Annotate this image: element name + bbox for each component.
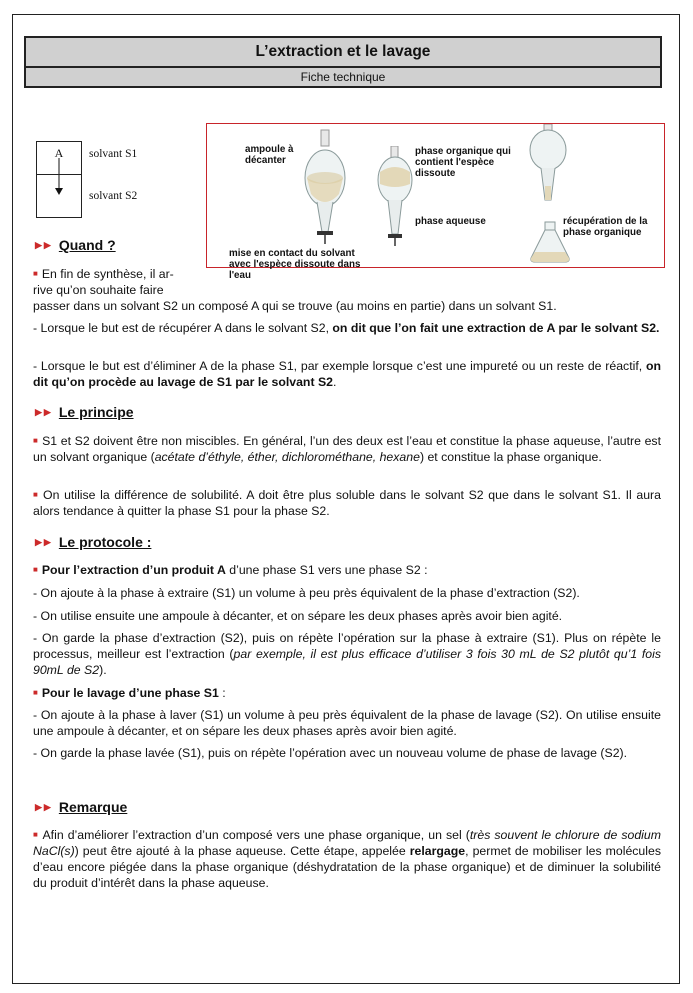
bullet-icon: ■ — [33, 830, 39, 839]
protocole-extraction-title: ■ Pour l’extraction d’un produit A d’une phase S1 vers une phase S2 : — [33, 563, 428, 577]
bullet-icon: ■ — [33, 688, 38, 697]
principe-paragraph-1: ■ S1 et S2 doivent être non miscibles. En général, l’un des deux est l’eau et constitue la phase aqueuse, l’autre est un solvant organique (acétate d’éthyle, éther, dichlorométhane, hexane) et constitue la phase organique. — [33, 434, 661, 464]
principe-paragraph-2: ■ On utilise la différence de solubilité. A doit être plus soluble dans le solvant S2 que dans le solvant S1. Il aura alors tendance à quitter la phase S1 pour la phase S2. — [33, 488, 661, 518]
bullet-icon: ■ — [33, 269, 38, 278]
compound-label: A — [54, 146, 64, 160]
page-title: L’extraction et le lavage — [24, 36, 662, 68]
double-arrow-icon: ▶▶ — [35, 536, 53, 547]
protocole-step-e3: - On garde la phase d’extraction (S2), puis on répète l’opération sur la phase à extraire (S1). Plus on répète le processus, meilleur est l’extraction (par exemple, il est plus efficace d’utiliser 3 fois 30 mL de S2 plutôt qu’1 fois 90mL de S2). — [33, 631, 661, 677]
page-subtitle: Fiche technique — [24, 68, 662, 88]
protocole-step-e1: - On ajoute à la phase à extraire (S1) un volume à peu près équivalent de la phase d’extraction (S2). — [33, 586, 580, 600]
funnel-mixed-icon — [301, 128, 351, 246]
down-arrow-icon — [54, 158, 66, 196]
solvent-s1-label: solvant S1 — [89, 148, 138, 160]
protocole-step-l2: - On garde la phase lavée (S1), puis on répète l’opération avec un nouveau volume de phase de lavage (S2). — [33, 746, 628, 760]
protocole-step-e2: - On utilise ensuite une ampoule à décanter, et on sépare les deux phases après avoir bien agité. — [33, 609, 563, 623]
contact-label: mise en contact du solvant avec l'espèce dissoute dans l'eau — [229, 248, 361, 281]
erlenmeyer-flask-icon — [527, 220, 573, 266]
funnel-label: ampoule à décanter — [245, 144, 294, 166]
double-arrow-icon: ▶▶ — [35, 801, 53, 812]
section-heading-protocole: ▶▶ Le protocole : — [35, 534, 152, 550]
protocole-step-l1: - On ajoute à la phase à laver (S1) un volume à peu près équivalent de la phase de lavage (S2). On utilise ensuite une ampoule à décanter, et on sépare les deux phases après avoir bien agité. — [33, 708, 661, 738]
protocole-lavage-title: ■ Pour le lavage d’une phase S1 : — [33, 686, 226, 700]
double-arrow-icon: ▶▶ — [35, 406, 53, 417]
funnel-empty-icon — [525, 124, 571, 204]
quand-paragraph-1-start: ■ En fin de synthèse, il ar- rive qu’on souhaite faire — [33, 267, 174, 297]
bullet-icon: ■ — [33, 436, 39, 445]
recovery-label: récupération de la phase organique — [563, 216, 648, 238]
bullet-icon: ■ — [33, 490, 40, 499]
funnel-separated-icon — [375, 146, 415, 250]
aqueous-phase-label: phase aqueuse — [415, 216, 486, 227]
quand-paragraph-2: - Lorsque le but est de récupérer A dans le solvant S2, on dit que l’on fait une extraction de A par le solvant S2. — [33, 321, 660, 335]
quand-paragraph-3: - Lorsque le but est d’éliminer A de la phase S1, par exemple lorsque c’est une impureté ou un reste de réactif, on dit qu’on procède au lavage de S1 par le solvant S2. — [33, 359, 661, 389]
section-heading-quand: ▶▶ Quand ? — [35, 237, 116, 253]
section-heading-principe: ▶▶ Le principe — [35, 404, 134, 420]
bullet-icon: ■ — [33, 565, 38, 574]
quand-paragraph-1-end: passer dans un solvant S2 un composé A qui se trouve (au moins en partie) dans un solvant S1. — [33, 299, 557, 313]
double-arrow-icon: ▶▶ — [35, 239, 53, 250]
remarque-paragraph: ■ Afin d’améliorer l’extraction d’un composé vers une phase organique, un sel (très souvent le chlorure de sodium NaCl(s)) peut être ajouté à la phase aqueuse. Cette étape, appelée relargage, permet de mobiliser les molécules d’eau encore piégée dans la phase organique (déshydratation de la phase organique) et de diminuer la solubilité du produit d’intérêt dans la phase aqueuse. — [33, 828, 661, 890]
organic-phase-label: phase organique qui contient l'espèce dissoute — [415, 146, 511, 179]
section-heading-remarque: ▶▶ Remarque — [35, 799, 128, 815]
solvent-schema — [36, 141, 82, 218]
separatory-funnel-figure — [206, 123, 665, 281]
solvent-s2-label: solvant S2 — [89, 190, 138, 202]
